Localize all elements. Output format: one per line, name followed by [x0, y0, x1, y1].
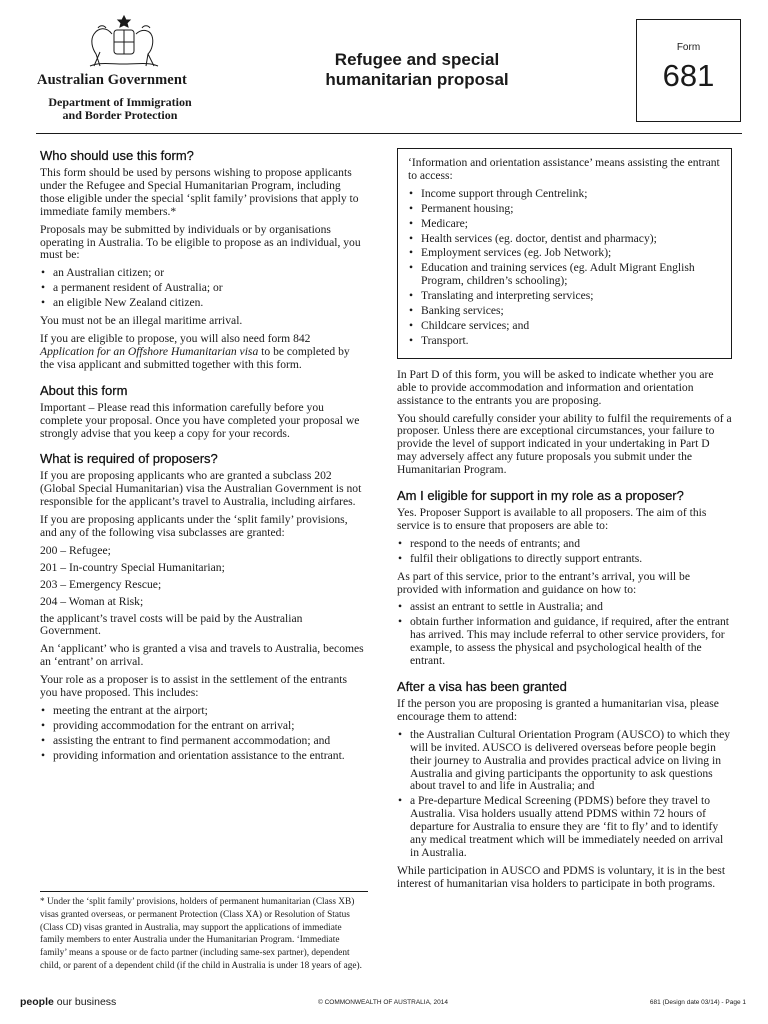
guidance-list — [397, 601, 732, 668]
form-number-box — [636, 19, 741, 122]
list-item: • Health services (eg. doctor, dentist and pharmacy); — [408, 233, 721, 246]
who-p4-pre: If you are eligible to propose, you will also need form 842 — [40, 331, 311, 345]
list-item: • Translating and interpreting services; — [408, 290, 721, 303]
list-item: • Education and training services (eg. Adult Migrant English Program, children’s schooling); — [408, 262, 721, 288]
visa-subclass-row: 203 – Emergency Rescue; — [40, 577, 162, 591]
visa-name: In-country Special Humanitarian; — [68, 560, 225, 574]
required-paragraph-2: If you are proposing applicants under the ‘split family’ provisions, and any of the following visa subclasses are granted: — [40, 513, 348, 540]
list-item: • Employment services (eg. Job Network); — [408, 247, 721, 260]
list-item: • providing accommodation for the entrant on arrival; — [40, 720, 366, 733]
form-label: Form — [676, 42, 701, 53]
list-item: • Childcare services; and — [408, 320, 721, 333]
about-heading: About this form — [40, 382, 128, 398]
visa-name: Refugee; — [68, 543, 111, 557]
list-item: • meeting the entrant at the airport; — [40, 705, 366, 718]
support-heading: Am I eligible for support in my role as a proposer? — [397, 488, 684, 504]
infobox-intro: ‘Information and orientation assistance’ means assisting the entrant to access: — [408, 156, 720, 182]
who-paragraph-3: You must not be an illegal maritime arrival. — [40, 314, 243, 328]
assistance-list — [408, 188, 721, 348]
department-line-2: and Border Protection — [62, 108, 178, 122]
list-item: • Medicare; — [408, 218, 721, 231]
list-item: • fulfil their obligations to directly support entrants. — [397, 553, 732, 566]
requirements-paragraph: You should carefully consider your ability to fulfil the requirements of a proposer. Unless there are exceptional circumstances, your failure to provide the level of support indicated in your undertaking in Part D may adversely affect any future proposals you submit under the Humanitarian Program. — [397, 411, 732, 477]
coat-of-arms-icon — [78, 14, 170, 72]
header-divider — [36, 133, 742, 134]
form-title-line-2: humanitarian proposal — [325, 70, 509, 89]
left-column — [40, 148, 366, 768]
form-842-title: Application for an Offshore Humanitarian visa — [40, 344, 259, 358]
after-visa-paragraph-2: While participation in AUSCO and PDMS is voluntary, it is in the best interest of humanitarian visa holders to participate in both programs. — [397, 863, 726, 890]
visa-subclass-row: 201 – In-country Special Humanitarian; — [40, 560, 225, 574]
who-heading: Who should use this form? — [40, 148, 194, 163]
list-item: • Income support through Centrelink; — [408, 188, 721, 201]
visa-code: 203 — [40, 577, 58, 591]
part-d-paragraph: In Part D of this form, you will be asked to indicate whether you are able to provide accommodation and information and orientation assistance to the entrants you are proposing. — [397, 367, 714, 407]
footnote-divider — [40, 891, 368, 892]
visa-code: 204 — [40, 594, 58, 608]
split-family-footnote: * Under the ‘split family’ provisions, holders of permanent humanitarian (Class XB) visas granted overseas, or permanent Protection (Class XA) or Resolution of Status (Class CD) visas granted in Australia, may support the applications of immediate family members to enter Australia under the Humanitarian Program. ‘Immediate family’ means a spouse or de facto partner (including same-sex partner), dependent child, or parent of a dependent child (if the child in Australia is under 18 years of age). — [40, 897, 362, 971]
required-paragraph-4: An ‘applicant’ who is granted a visa and travels to Australia, becomes an ‘entrant’ on arrival. — [40, 642, 364, 669]
visa-subclass-row: 200 – Refugee; — [40, 543, 111, 557]
required-paragraph-3: the applicant’s travel costs will be paid by the Australian Government. — [40, 611, 303, 638]
copyright-notice: © COMMONWEALTH OF AUSTRALIA, 2014 — [318, 999, 448, 1006]
list-item: • an Australian citizen; or — [40, 267, 366, 280]
list-item: • obtain further information and guidance, if required, after the entrant has arrived. This may include referral to other service providers, for example, to assess the physical and psychological health of the entrant. — [397, 616, 732, 668]
who-paragraph-4 — [40, 333, 366, 372]
who-paragraph-1: This form should be used by persons wishing to propose applicants under the Refugee and Special Humanitarian Program, including those eligible under the special ‘split family’ provisions that apply to immediate family members.* — [40, 166, 359, 218]
form-number: 681 — [662, 58, 715, 93]
who-p4-post: to be completed by the visa applicant and submitted together with this form. — [40, 344, 350, 371]
department-line-1: Department of Immigration — [48, 95, 192, 109]
list-item: • assisting the entrant to find permanent accommodation; and — [40, 735, 366, 748]
after-visa-paragraph-1: If the person you are proposing is granted a humanitarian visa, please encourage them to attend: — [397, 697, 719, 723]
after-visa-heading: After a visa has been granted — [397, 679, 567, 694]
tagline-bold: people — [20, 996, 54, 1008]
government-name: Australian Government — [37, 72, 187, 88]
right-column — [397, 148, 732, 896]
visa-name: Emergency Rescue; — [68, 577, 162, 591]
list-item: • providing information and orientation assistance to the entrant. — [40, 750, 366, 763]
visa-code: 200 — [40, 543, 58, 557]
required-heading: What is required of proposers? — [40, 451, 218, 467]
list-item: • an eligible New Zealand citizen. — [40, 297, 366, 310]
page-info: 681 (Design date 03/14) - Page 1 — [649, 999, 746, 1006]
support-aims-list — [397, 538, 732, 566]
form-title-line-1: Refugee and special — [334, 50, 500, 69]
list-item: • Permanent housing; — [408, 203, 721, 216]
required-paragraph-5: Your role as a proposer is to assist in the settlement of the entrants you have proposed. This includes: — [40, 673, 347, 700]
tagline-rest: our business — [53, 996, 117, 1008]
who-paragraph-2: Proposals may be submitted by individuals or by organisations operating in Australia. To be eligible to propose as an individual, you must be: — [40, 222, 361, 262]
programs-list — [397, 729, 732, 860]
support-paragraph-1: Yes. Proposer Support is available to all proposers. The aim of this service is to ensure that proposers are able to: — [397, 506, 707, 532]
visa-name: Woman at Risk; — [68, 594, 144, 608]
list-item: • a Pre-departure Medical Screening (PDMS) before they travel to Australia. Visa holders usually attend PDMS within 72 hours of departure for Australia to ensure they are ‘fit to fly’ and to identify any medical treatment which will be immediately needed on arrival in Australia. — [397, 795, 732, 860]
support-paragraph-2: As part of this service, prior to the entrant’s arrival, you will be provided with information and guidance on how to: — [397, 569, 690, 596]
department-name — [40, 96, 200, 122]
visa-subclass-row: 204 – Woman at Risk; — [40, 594, 144, 608]
eligibility-list — [40, 267, 366, 310]
list-item: • a permanent resident of Australia; or — [40, 282, 366, 295]
proposer-role-list — [40, 705, 366, 763]
footer-tagline — [20, 996, 116, 1008]
orientation-assistance-box — [397, 148, 732, 359]
visa-code: 201 — [40, 560, 58, 574]
form-title — [312, 50, 522, 90]
required-paragraph-1: If you are proposing applicants who are granted a subclass 202 (Global Special Humanitarian) visa the Australian Government is not responsible for the applicant’s travel to Australia, including airfares. — [40, 469, 362, 509]
list-item: • Banking services; — [408, 305, 721, 318]
about-paragraph-1: Important – Please read this information carefully before you complete your proposal. Once you have completed your proposal we strongly advise that you keep a copy for your records. — [40, 400, 360, 440]
list-item: • the Australian Cultural Orientation Program (AUSCO) to which they will be invited. AUSCO is delivered overseas before people begin their journey to Australia and provides practical advice on living in Australia and giving participants the opportunity to ask questions about travel to and life in Australia; and — [397, 729, 732, 794]
list-item: • respond to the needs of entrants; and — [397, 538, 732, 551]
list-item: • Transport. — [408, 335, 721, 348]
list-item: • assist an entrant to settle in Australia; and — [397, 601, 732, 614]
